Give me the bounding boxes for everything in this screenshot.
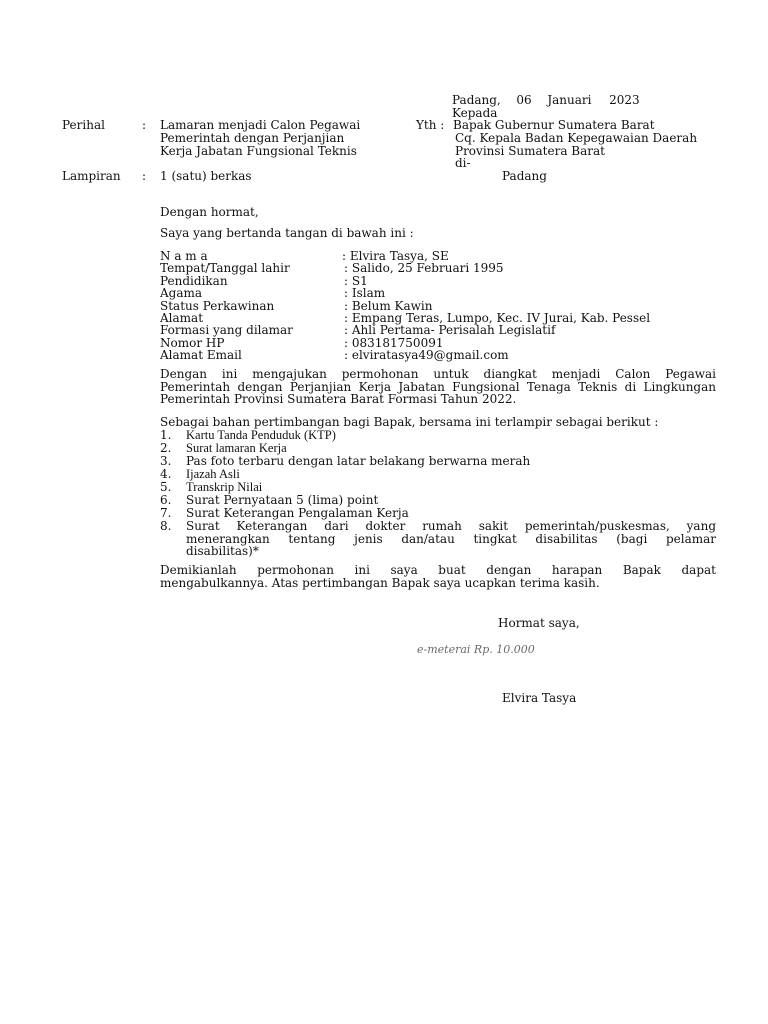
identity-label: Status Perkawinan [160, 298, 275, 313]
recipient-line: Bapak Gubernur Sumatera Barat [453, 118, 655, 132]
list-number: 3. [160, 454, 172, 468]
identity-value: : Islam [344, 286, 386, 301]
list-number: 5. [160, 480, 172, 494]
recipient-line: Provinsi Sumatera Barat [455, 144, 605, 158]
list-text: Surat lamaran Kerja [186, 441, 287, 455]
identity-label: Pendidikan [160, 273, 228, 288]
lampiran-value: 1 (satu) berkas [160, 169, 252, 183]
identity-label: Tempat/Tanggal lahir [160, 261, 290, 276]
list-text: Ijazah Asli [186, 467, 240, 481]
lampiran-colon: : [142, 169, 147, 183]
list-number: 4. [160, 467, 172, 481]
list-number: 1. [160, 428, 172, 442]
identity-value: : Salido, 25 Februari 1995 [344, 261, 504, 276]
intro-text: Saya yang bertanda tangan di bawah ini : [160, 226, 414, 240]
date-day: 06 [516, 93, 532, 107]
recipient-line: Cq. Kepala Badan Kepegawaian Daerah [455, 131, 698, 145]
list-number: 6. [160, 493, 172, 507]
perihal-colon: : [142, 118, 147, 132]
paragraph-line: Pemerintah Provinsi Sumatera Barat Formasi Tahun 2022. [160, 392, 517, 406]
identity-value: : Ahli Pertama- Perisalah Legislatif [344, 323, 556, 338]
paragraph-line: Pemerintah dengan Perjanjian Kerja Jabatan Fungsional Tenaga Teknis di Lingkungan [160, 380, 716, 394]
perihal-line: Kerja Jabatan Fungsional Teknis [160, 144, 357, 158]
recipient-line: di- [455, 156, 471, 170]
identity-value: : Elvira Tasya, SE [342, 249, 449, 263]
perihal-line: Lamaran menjadi Calon Pegawai [160, 118, 361, 132]
identity-label: Formasi yang dilamar [160, 323, 293, 338]
identity-label: Alamat [160, 311, 204, 325]
date-year: 2023 [609, 93, 640, 107]
list-text: Pas foto terbaru dengan latar belakang berwarna merah [186, 454, 531, 468]
attachments-list [160, 429, 716, 559]
identity-value: : Belum Kawin [344, 298, 433, 313]
signature-greeting: Hormat saya, [498, 616, 580, 630]
identity-value: : Empang Teras, Lumpo, Kec. IV Jurai, Kab. Pessel [344, 311, 651, 325]
list-text: disabilitas)* [186, 544, 259, 558]
list-number: 8. [160, 519, 172, 533]
yth-label: Yth : [416, 118, 445, 132]
list-text: Surat Pernyataan 5 (lima) point [186, 493, 379, 507]
lampiran-label: Lampiran [62, 169, 121, 183]
list-number: 2. [160, 441, 172, 455]
list-text: Surat Keterangan dari dokter rumah sakit pemerintah/puskesmas, yang [186, 519, 716, 533]
perihal-line: Pemerintah dengan Perjanjian [160, 131, 345, 145]
signature-name: Elvira Tasya [502, 691, 577, 705]
list-text: menerangkan tentang jenis dan/atau tingkat disabilitas (bagi pelamar [186, 532, 716, 546]
closing-line: mengabulkannya. Atas pertimbangan Bapak saya ucapkan terima kasih. [160, 576, 600, 590]
list-text: Kartu Tanda Penduduk (KTP) [186, 428, 336, 442]
closing-line: Demikianlah permohonan ini saya buat dengan harapan Bapak dapat [160, 563, 716, 577]
attachments-intro: Sebagai bahan pertimbangan bagi Bapak, bersama ini terlampir sebagai berikut : [160, 415, 659, 429]
meterai-label: e-meterai Rp. 10.000 [417, 643, 535, 656]
identity-table [160, 250, 680, 362]
list-text: Surat Keterangan Pengalaman Kerja [186, 506, 409, 520]
perihal-label: Perihal [62, 118, 105, 132]
identity-value: : 083181750091 [344, 335, 444, 350]
date-month: Januari [547, 93, 592, 107]
paragraph-line: Dengan ini mengajukan permohonan untuk diangkat menjadi Calon Pegawai [160, 367, 716, 381]
greeting: Dengan hormat, [160, 205, 259, 219]
identity-value: : S1 [344, 273, 368, 288]
identity-label: Alamat Email [160, 348, 242, 363]
identity-label: Agama [160, 286, 203, 301]
kepada-label: Kepada [452, 106, 498, 120]
identity-value: : elviratasya49@gmail.com [344, 348, 509, 363]
recipient-place: Padang [502, 169, 547, 183]
identity-label: Nomor HP [160, 335, 225, 350]
date-city: Padang, [452, 93, 501, 107]
list-number: 7. [160, 506, 172, 520]
list-text: Transkrip Nilai [186, 480, 263, 494]
identity-label: N a m a [160, 249, 208, 263]
